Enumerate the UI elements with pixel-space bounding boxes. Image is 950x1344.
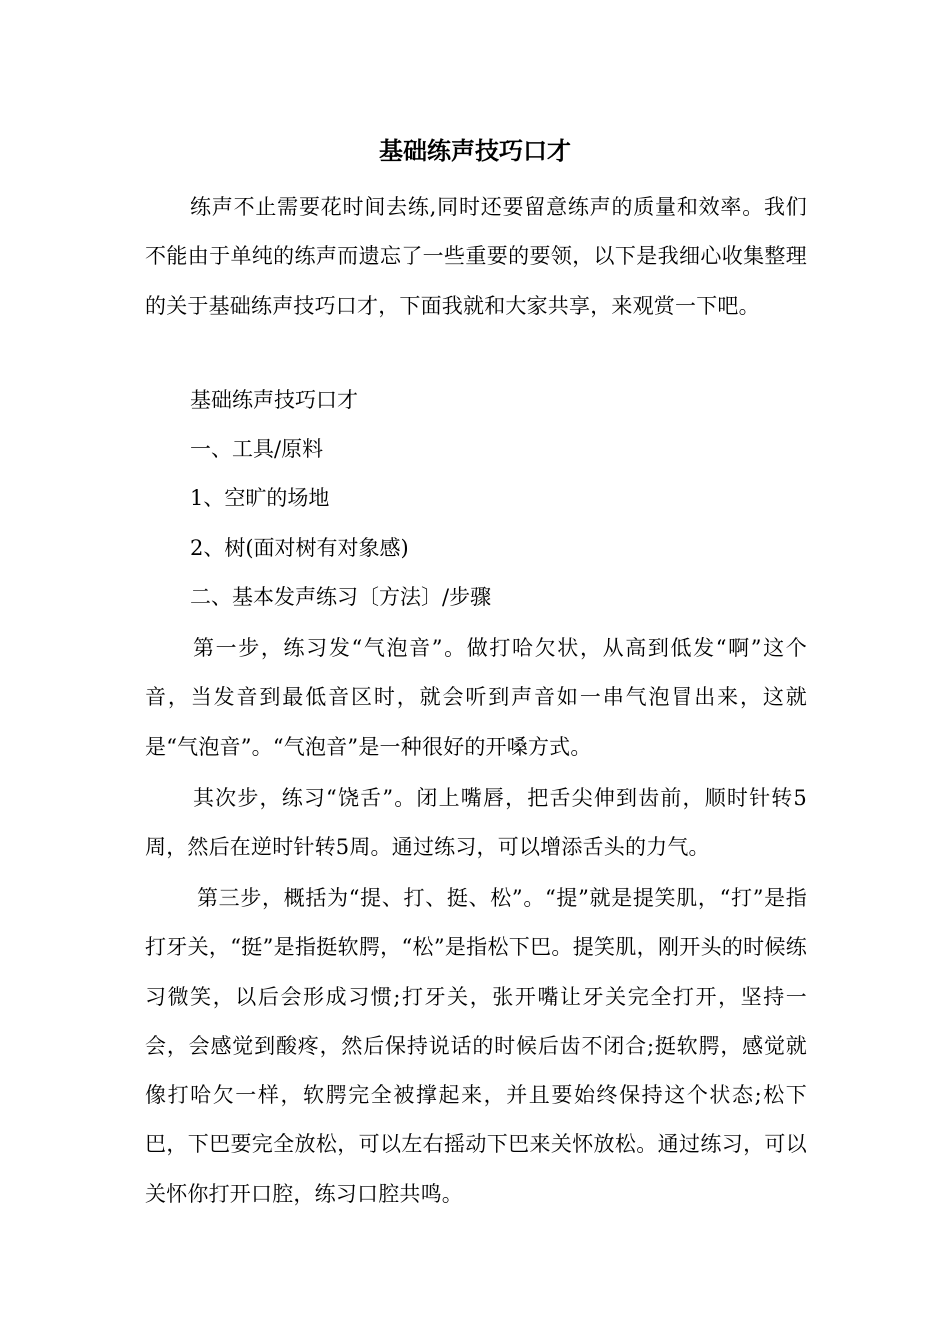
step-3-paragraph: 第三步，概括为“提、打、挺、松”。“提”就是提笑肌，“打”是指打牙关，“挺”是指挺软腭，“松”是指松下巴。提笑肌，刚开头的时候练习微笑，以后会形成习惯;打牙关，张开嘴让牙关完全打开，坚持一会，会感觉到酸疼，然后保持说话的时候后齿不闭合;挺软腭，感觉就像打哈欠一样，软腭完全被撑起来，并且要始终保持这个状态;松下巴，下巴要完全放松，可以左右摇动下巴来关怀放松。通过练习，可以关怀你打开口腔，练习口腔共鸣。: [145, 886, 807, 1206]
intro-paragraph: 练声不止需要花时间去练,同时还要留意练声的质量和效率。我们不能由于单纯的练声而遗忘了一些重要的要领，以下是我细心收集整理的关于基础练声技巧口才，下面我就和大家共享，来观赏一下吧。: [145, 195, 807, 318]
step-2-paragraph: 其次步，练习“饶舌”。闭上嘴唇，把舌尖伸到齿前，顺时针转5周，然后在逆时针转5周。通过练习，可以增添舌头的力气。: [145, 786, 807, 860]
section-2-heading: 二、基本发声练习〔方法〕/步骤: [190, 585, 492, 609]
list-item-2: 2、树(面对树有对象感): [190, 536, 409, 560]
step-1-paragraph: 第一步，练习发“气泡音”。做打哈欠状，从高到低发“啊”这个音，当发音到最低音区时，就会听到声音如一串气泡冒出来，这就是“气泡音”。“气泡音”是一种很好的开嗓方式。: [145, 636, 807, 759]
subtitle: 基础练声技巧口才: [190, 388, 358, 412]
section-1-heading: 一、工具/原料: [190, 437, 324, 461]
document-title: 基础练声技巧口才: [379, 136, 571, 165]
list-item-1: 1、空旷的场地: [190, 486, 330, 510]
